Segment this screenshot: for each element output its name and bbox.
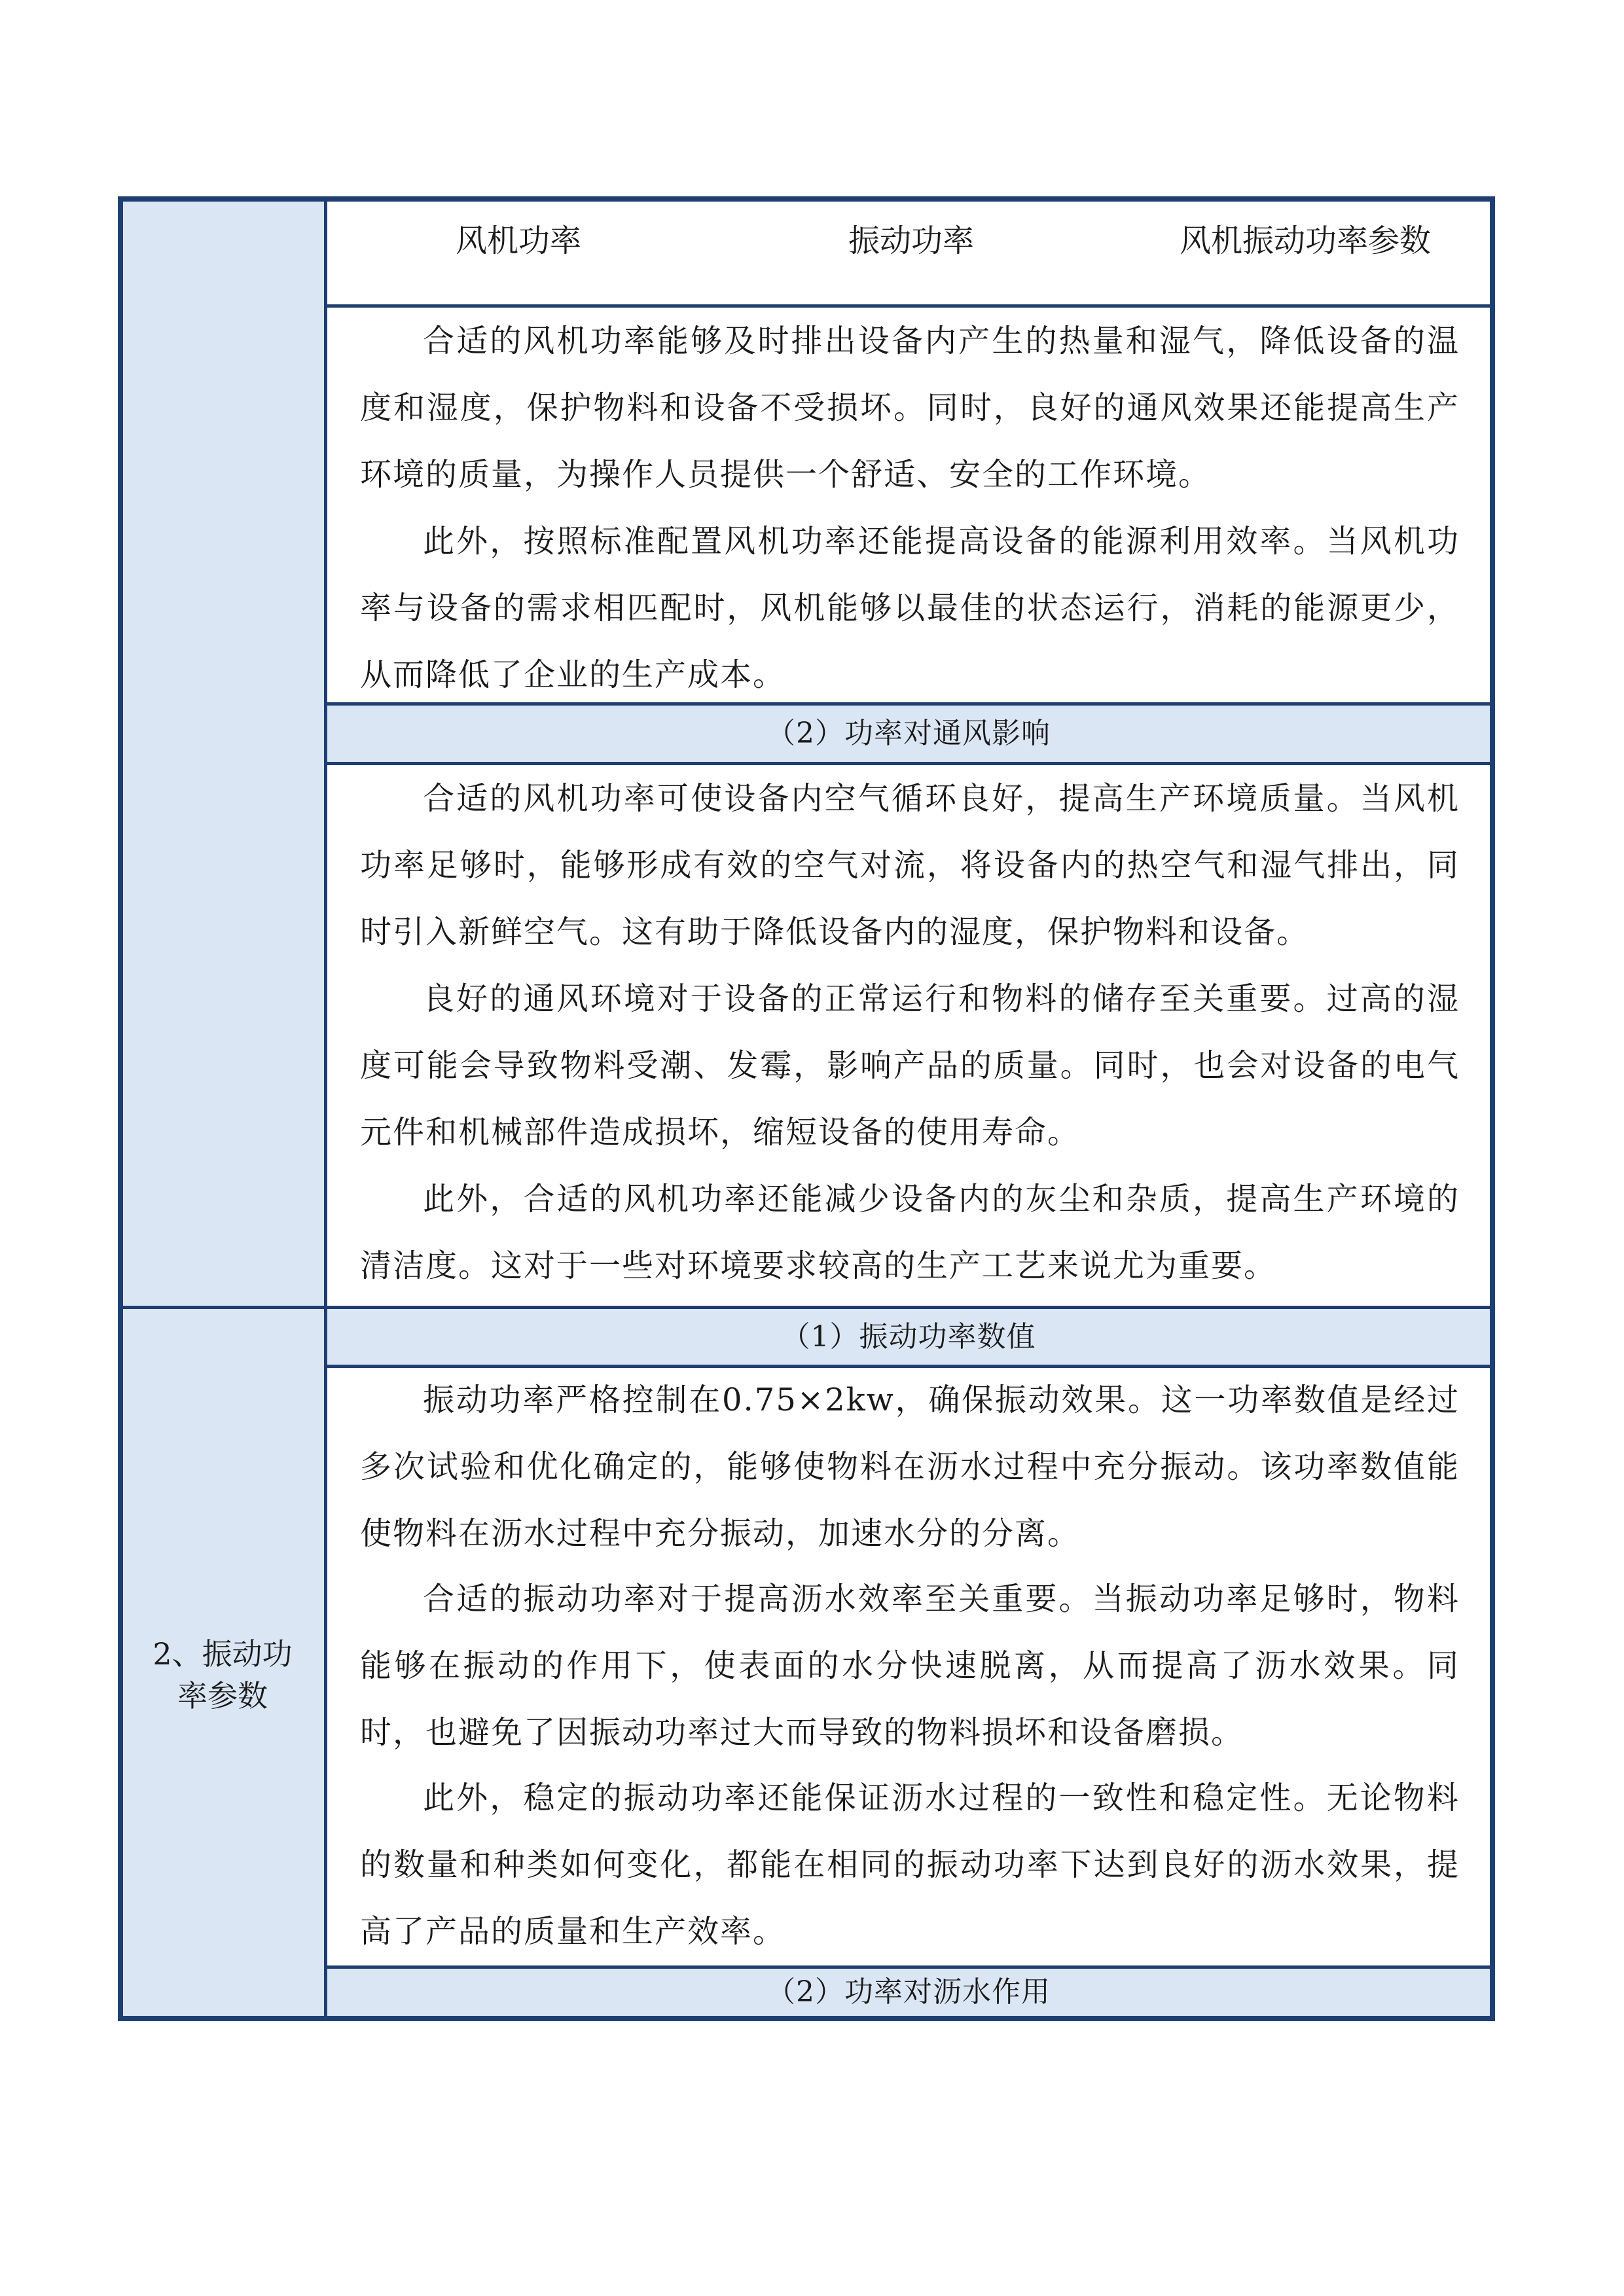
subtitle-band-fan — [327, 706, 1490, 762]
section-subtitle: （1）振动功率数值 — [781, 1320, 1036, 1354]
group-label-vibration — [123, 1633, 322, 1717]
vibration-section-content — [327, 1368, 1490, 1965]
document-table — [118, 196, 1495, 2021]
paragraph: 合适的风机功率可使设备内空气循环良好，提高生产环境质量。当风机功率足够时，能够形成有效的空气对流，将设备内的热空气和湿气排出，同时引入新鲜空气。这有助于降低设备内的湿度，保护物料和设备。 — [360, 780, 1460, 950]
paragraph: 合适的振动功率对于提高沥水效率至关重要。当振动功率足够时，物料能够在振动的作用下，使表面的水分快速脱离，从而提高了沥水效果。同时，也避免了因振动功率过大而导致的物料损坏和设备磨损。 — [360, 1581, 1460, 1751]
section-subtitle: （2）功率对通风影响 — [767, 717, 1051, 750]
paragraph: 合适的风机功率能够及时排出设备内产生的热量和湿气，降低设备的温度和湿度，保护物料和设备不受损坏。同时，良好的通风效果还能提高生产环境的质量，为操作人员提供一个舒适、安全的工作环境。 — [360, 323, 1460, 493]
header-label-vibration: 振动功率 — [848, 223, 975, 259]
paragraph: 良好的通风环境对于设备的正常运行和物料的储存至关重要。过高的湿度可能会导致物料受潮、发霉，影响产品的质量。同时，也会对设备的电气元件和机械部件造成损坏，缩短设备的使用寿命。 — [360, 980, 1460, 1151]
left-label-column — [123, 202, 327, 2016]
header-row — [327, 202, 1490, 304]
header-label-fan: 风机功率 — [456, 223, 582, 259]
block1-content — [327, 308, 1490, 702]
subtitle-band-draining — [327, 1969, 1490, 2016]
paragraph: 此外，合适的风机功率还能减少设备内的灰尘和杂质，提高生产环境的清洁度。这对于一些对环境要求较高的生产工艺来说尤为重要。 — [360, 1181, 1460, 1284]
paragraph: 此外，按照标准配置风机功率还能提高设备的能源利用效率。当风机功率与设备的需求相匹配时，风机能够以最佳的状态运行，消耗的能源更少，从而降低了企业的生产成本。 — [360, 523, 1460, 693]
header-label-params: 风机振动功率参数 — [1180, 223, 1432, 259]
group-label-line: 率参数 — [177, 1678, 268, 1713]
group-label-line: 2、振动功 — [153, 1636, 293, 1672]
paragraph: 此外，稳定的振动功率还能保证沥水过程的一致性和稳定性。无论物料的数量和种类如何变化，都能在相同的振动功率下达到良好的沥水效果，提高了产品的质量和生产效率。 — [360, 1780, 1460, 1950]
section-subtitle: （2）功率对沥水作用 — [767, 1975, 1051, 2009]
paragraph: 振动功率严格控制在0.75×2kw，确保振动效果。这一功率数值是经过多次试验和优化确定的，能够使物料在沥水过程中充分振动。该功率数值能使物料在沥水过程中充分振动，加速水分的分离。 — [360, 1382, 1460, 1552]
subtitle-band-vibration-value — [327, 1309, 1490, 1365]
fan-section-content — [327, 765, 1490, 1306]
